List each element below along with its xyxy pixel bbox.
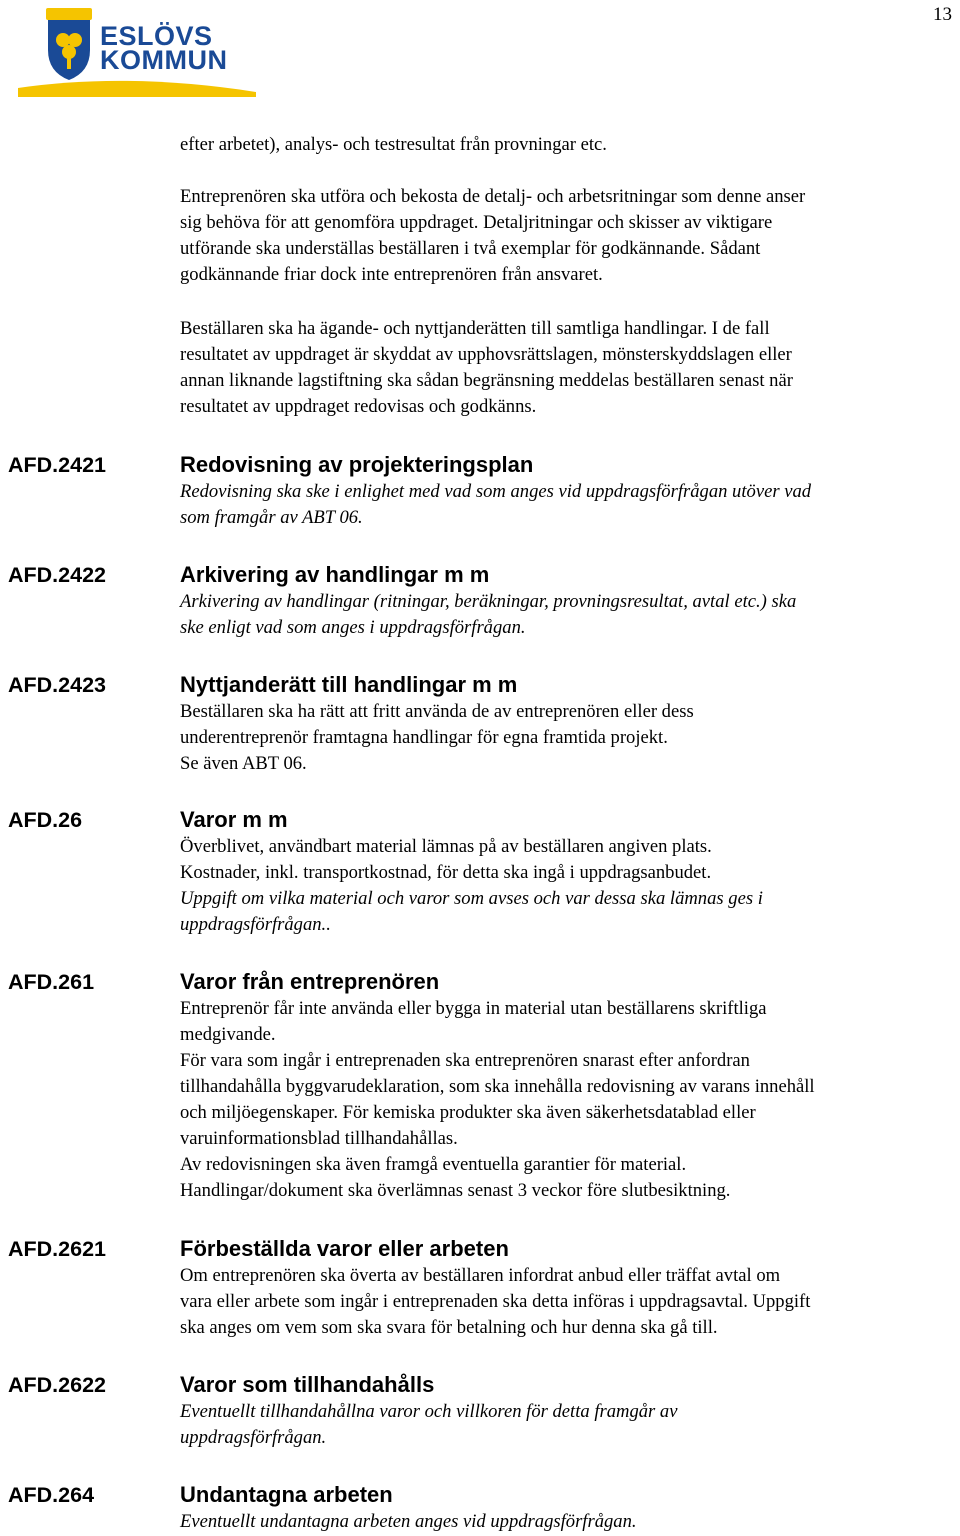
text-line: För vara som ingår i entreprenaden ska entreprenören snarast efter anfordran (180, 1050, 750, 1071)
text-line: resultatet av uppdraget är skyddat av upphovsrättslagen, mönsterskyddslagen eller (180, 344, 792, 365)
section-title: Förbeställda varor eller arbeten (180, 1236, 509, 1261)
section-title: Redovisning av projekteringsplan (180, 452, 534, 477)
text-line: och miljöegenskaper. För kemiska produkter ska även säkerhetsdatablad eller (180, 1102, 756, 1123)
text-line: Beställaren ska ha rätt att fritt använda de av entreprenören eller dess (180, 701, 694, 722)
text-line: Om entreprenören ska överta av beställaren infordrat anbud eller träffat avtal om (180, 1265, 781, 1286)
text-line: efter arbetet), analys- och testresultat från provningar etc. (180, 134, 607, 155)
section-afd-2622 (180, 1372, 958, 1451)
text-line: ska anges om vem som ska svara för betalning och hur denna ska gå till. (180, 1317, 718, 1338)
text-line: annan liknande lagstiftning ska sådan begränsning meddelas beställaren senast när (180, 370, 793, 391)
section-code: AFD.2422 (8, 563, 106, 587)
section-code: AFD.26 (8, 808, 83, 832)
section-afd-264 (180, 1482, 958, 1535)
section-title: Arkivering av handlingar m m (180, 562, 490, 587)
section-code: AFD.2423 (8, 673, 106, 697)
eslovs-kommun-logo (8, 0, 258, 98)
section-afd-2423 (180, 672, 958, 777)
text-line: medgivande. (180, 1024, 276, 1045)
text-line: sig behöva för att genomföra uppdraget. Detaljritningar och skisser av viktigare (180, 212, 773, 233)
text-line: uppdragsförfrågan. (180, 1427, 327, 1448)
text-line: Handlingar/dokument ska överlämnas senast 3 veckor före slutbesiktning. (180, 1180, 731, 1201)
text-line: underentreprenör framtagna handlingar för egna framtida projekt. (180, 727, 668, 748)
section-code: AFD.264 (8, 1483, 95, 1507)
section-title: Nyttjanderätt till handlingar m m (180, 672, 518, 697)
section-code: AFD.261 (8, 970, 95, 994)
text-line: Beställaren ska ha ägande- och nyttjanderätten till samtliga handlingar. I de fall (180, 318, 770, 339)
text-line: tillhandahålla byggvarudeklaration, som ska innehålla redovisning av varans innehåll (180, 1076, 815, 1097)
section-title: Varor m m (180, 807, 288, 832)
section-title: Varor från entreprenören (180, 969, 440, 994)
text-line: godkännande friar dock inte entreprenören från ansvaret. (180, 264, 603, 285)
section-code: AFD.2621 (8, 1237, 106, 1261)
text-line: som framgår av ABT 06. (180, 507, 363, 528)
section-title: Varor som tillhandahålls (180, 1372, 435, 1397)
logo-wordmark (100, 21, 228, 75)
text-line: utförande ska underställas beställaren i två exemplar för godkännande. Sådant (180, 238, 761, 259)
section-code: AFD.2622 (8, 1373, 106, 1397)
logo-line-2: KOMMUN (100, 45, 228, 75)
text-line: Kostnader, inkl. transportkostnad, för detta ska ingå i uppdragsanbudet. (180, 862, 712, 883)
logo-line-1: ESLÖVS (100, 21, 213, 51)
text-line: uppdragsförfrågan.. (180, 914, 331, 935)
text-line: Av redovisningen ska även framgå eventuella garantier för material. (180, 1154, 687, 1175)
text-line: Eventuellt undantagna arbeten anges vid uppdragsförfrågan. (180, 1511, 637, 1532)
text-line: Arkivering av handlingar (ritningar, beräkningar, provningsresultat, avtal etc.) ska (180, 591, 797, 612)
text-line: resultatet av uppdraget redovisas och godkänns. (180, 396, 537, 417)
section-title: Undantagna arbeten (180, 1482, 393, 1507)
text-line: Se även ABT 06. (180, 753, 307, 774)
section-afd-26 (180, 807, 958, 938)
text-line: Eventuellt tillhandahållna varor och villkoren för detta framgår av (180, 1401, 678, 1422)
text-line: Entreprenör får inte använda eller bygga in material utan beställarens skriftliga (180, 998, 767, 1019)
text-line: Redovisning ska ske i enlighet med vad som anges vid uppdragsförfrågan utöver vad (180, 481, 812, 502)
text-line: Entreprenören ska utföra och bekosta de detalj- och arbetsritningar som denne anser (180, 186, 806, 207)
text-line: varuinformationsblad tillhandahållas. (180, 1128, 458, 1149)
text-line: vara eller arbete som ingår i entreprenaden ska detta införas i uppdragsavtal. Uppgift (180, 1291, 811, 1312)
text-line: Överblivet, användbart material lämnas på av beställaren angiven plats. (180, 836, 712, 857)
section-afd-261 (180, 969, 958, 1204)
section-afd-2621 (180, 1236, 958, 1341)
text-line: Uppgift om vilka material och varor som avses och var dessa ska lämnas ges i (180, 888, 763, 909)
section-afd-2422 (180, 562, 958, 641)
paragraph-3 (180, 316, 958, 420)
section-code: AFD.2421 (8, 453, 106, 477)
text-line: ske enligt vad som anges i uppdragsförfrågan. (180, 617, 526, 638)
page-number: 13 (933, 4, 952, 25)
paragraph-1 (180, 132, 958, 158)
section-afd-2421 (180, 452, 958, 531)
paragraph-2 (180, 184, 958, 288)
